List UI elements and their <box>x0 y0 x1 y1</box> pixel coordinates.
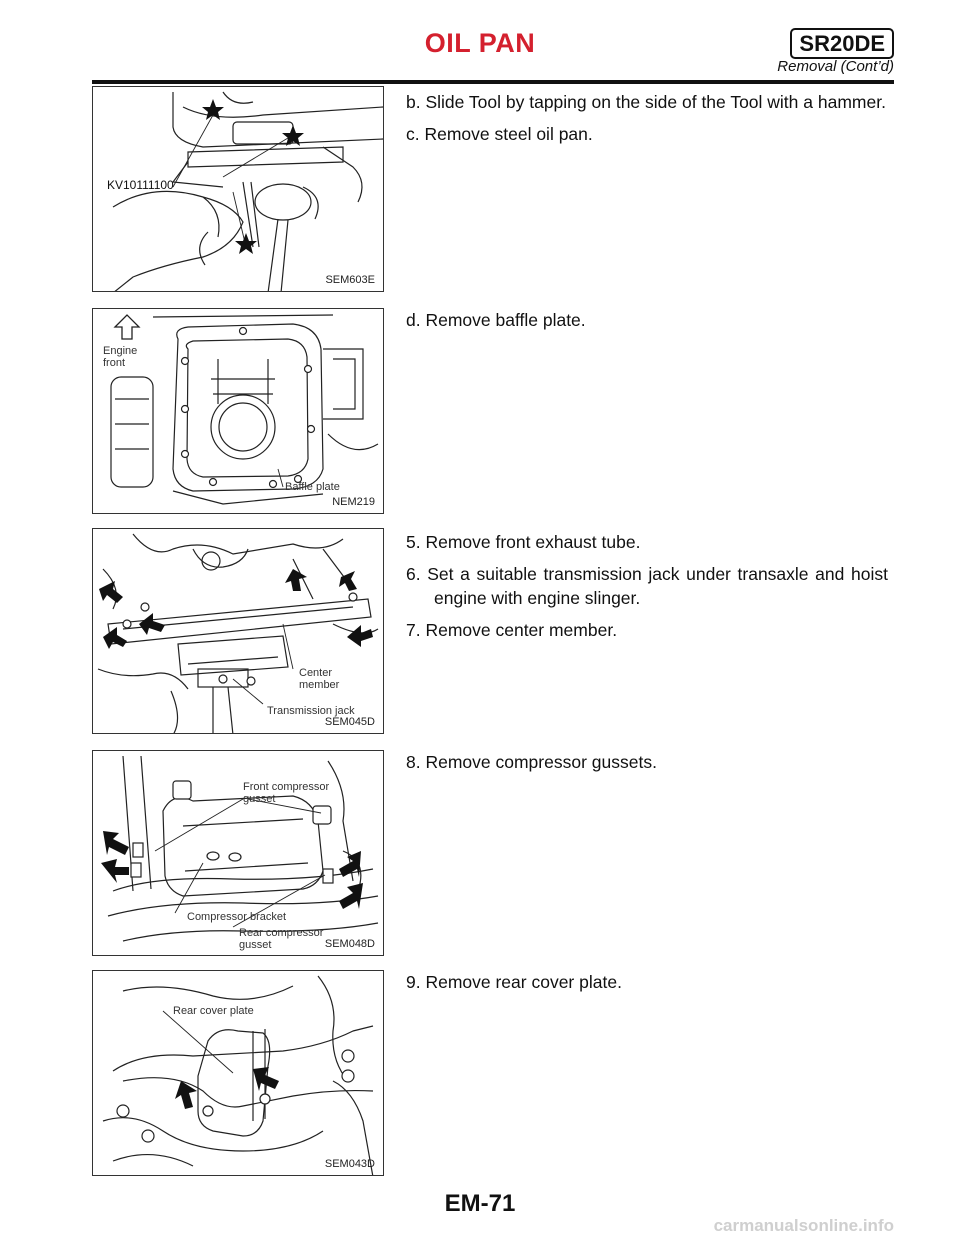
figure-code: NEM219 <box>332 496 375 508</box>
step-text: 9. Remove rear cover plate. <box>406 972 622 992</box>
direction-arrow-icon <box>115 315 139 339</box>
rear-cover-plate-callout: Rear cover plate <box>173 1005 254 1017</box>
step-text: 7. Remove center member. <box>406 620 618 640</box>
transmission-jack-callout: Transmission jack <box>267 705 355 717</box>
step-text: d. Remove baffle plate. <box>406 310 586 330</box>
section-subtitle: Removal (Cont’d) <box>777 58 894 75</box>
baffle-plate-callout: Baffle plate <box>285 481 340 493</box>
figure-sem603e <box>92 86 384 292</box>
step-text: 5. Remove front exhaust tube. <box>406 532 641 552</box>
watermark: carmanualsonline.info <box>713 1216 894 1235</box>
engine-front-callout: Engine front <box>103 345 138 369</box>
steps-group-2 <box>406 308 888 340</box>
steps-group-4 <box>406 750 888 782</box>
steps-group-5 <box>406 970 888 1002</box>
steps-group-3 <box>406 530 888 650</box>
figure-sem045d-illustration <box>93 529 384 734</box>
tool-number-callout: KV10111100 <box>107 178 174 192</box>
steps-group-1 <box>406 90 888 154</box>
front-compressor-gusset-callout: Front compressor gusset <box>243 781 330 805</box>
step-text: 6. Set a suitable transmission jack under transaxle and hoist engine with engine slinger. <box>406 564 888 608</box>
figure-sem045d <box>92 528 384 734</box>
figure-sem043d <box>92 970 384 1176</box>
figure-nem219-illustration <box>93 309 384 514</box>
rear-compressor-gusset-callout: Rear compressor gusset <box>239 927 324 951</box>
section-title: OIL PAN <box>424 28 536 58</box>
step-text: c. Remove steel oil pan. <box>406 124 593 144</box>
figure-code: SEM043D <box>324 1158 375 1170</box>
figure-code: SEM045D <box>324 716 375 728</box>
figure-nem219 <box>92 308 384 514</box>
figure-code: SEM603E <box>325 274 375 286</box>
step-text: 8. Remove compressor gussets. <box>406 752 657 772</box>
engine-model-badge: SR20DE <box>790 28 894 59</box>
page-number: EM-71 <box>444 1190 516 1217</box>
center-member-callout: Center member <box>299 667 340 691</box>
compressor-bracket-callout: Compressor bracket <box>187 911 287 923</box>
step-text: b. Slide Tool by tapping on the side of the Tool with a hammer. <box>406 92 886 112</box>
figure-sem043d-illustration <box>93 971 384 1176</box>
figure-sem048d <box>92 750 384 956</box>
header-divider <box>92 80 894 84</box>
figure-code: SEM048D <box>324 938 375 950</box>
figure-sem048d-illustration <box>93 751 384 956</box>
